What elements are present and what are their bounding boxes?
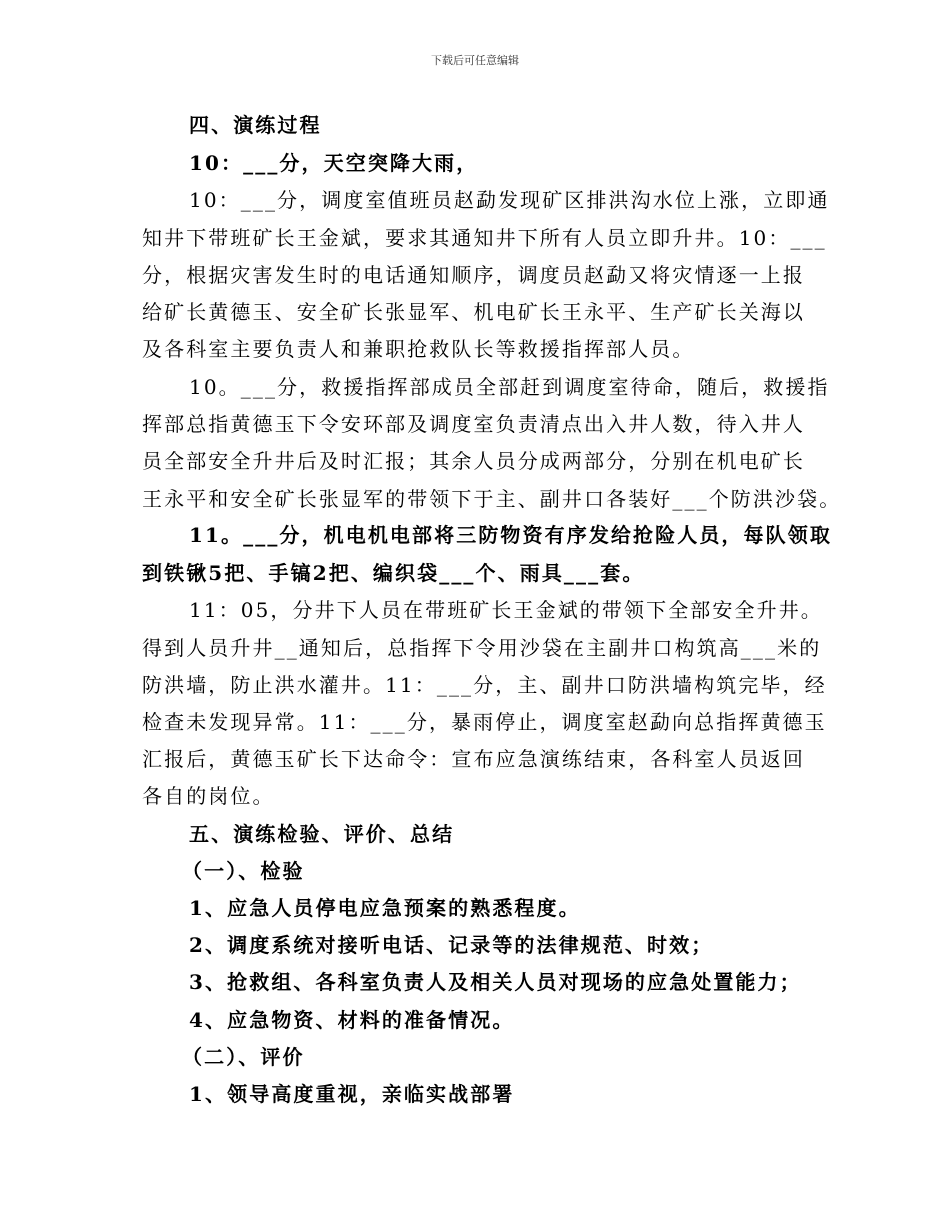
paragraph-line: 分，根据灾害发生时的电话通知顺序，调度员赵勐又将灾情逐一上报 [142, 263, 805, 287]
paragraph-line: 挥部总指黄德玉下令安环部及调度室负责清点出入井人数，待入井人 [142, 412, 805, 436]
list-item: 4、应急物资、材料的准备情况。 [189, 1008, 515, 1032]
section-heading: 五、演练检验、评价、总结 [189, 822, 455, 846]
subsection-heading: （二）、评价 [182, 1045, 305, 1069]
paragraph-line: 及各科室主要负责人和兼职抢救队长等救援指挥部人员。 [142, 337, 695, 361]
page-header: 下载后可任意编辑 [431, 54, 519, 67]
paragraph-line: 汇报后，黄德玉矿长下达命令：宣布应急演练结束，各科室人员返回 [142, 747, 805, 771]
section-heading: 四、演练过程 [189, 113, 322, 137]
paragraph-line: 10。___分，救援指挥部成员全部赶到调度室待命，随后，救援指 [189, 375, 830, 399]
paragraph-line: 王永平和安全矿长张显军的带领下于主、副井口各装好___个防洪沙袋。 [142, 487, 842, 511]
paragraph-line: 员全部安全升井后及时汇报；其余人员分成两部分，分别在机电矿长 [142, 449, 805, 473]
list-item: 3、抢救组、各科室负责人及相关人员对现场的应急处置能力； [189, 970, 802, 994]
list-item: 2、调度系统对接听电话、记录等的法律规范、时效； [189, 933, 714, 957]
paragraph-line: 到铁锹5把、手镐2把、编织袋___个、雨具___套。 [142, 561, 645, 585]
paragraph-line: 10：___分，调度室值班员赵勐发现矿区排洪沟水位上涨，立即通 [189, 188, 830, 212]
list-item: 1、领导高度重视，亲临实战部署 [189, 1082, 515, 1106]
paragraph-line: 防洪墙，防止洪水灌井。11：___分，主、副井口防洪墙构筑完毕，经 [142, 673, 827, 697]
subsection-heading: （一）、检验 [182, 859, 305, 883]
paragraph-line: 得到人员升井__通知后，总指挥下令用沙袋在主副井口构筑高___米的 [142, 636, 822, 660]
paragraph-line: 检查未发现异常。11：___分，暴雨停止，调度室赵勐向总指挥黄德玉 [142, 710, 827, 734]
paragraph-line: 给矿长黄德玉、安全矿长张显军、机电矿长王永平、生产矿长关海以 [142, 300, 805, 324]
paragraph-line: 11。___分，机电机电部将三防物资有序发给抢险人员，每队领取 [189, 523, 832, 547]
paragraph-line: 各自的岗位。 [142, 784, 275, 808]
paragraph-line: 10：___分，天空突降大雨， [189, 151, 479, 175]
paragraph-line: 11：05，分井下人员在带班矿长王金斌的带领下全部安全升井。 [189, 598, 823, 622]
paragraph-line: 知井下带班矿长王金斌，要求其通知井下所有人员立即升井。10：___ [142, 226, 827, 250]
list-item: 1、应急人员停电应急预案的熟悉程度。 [189, 896, 581, 920]
